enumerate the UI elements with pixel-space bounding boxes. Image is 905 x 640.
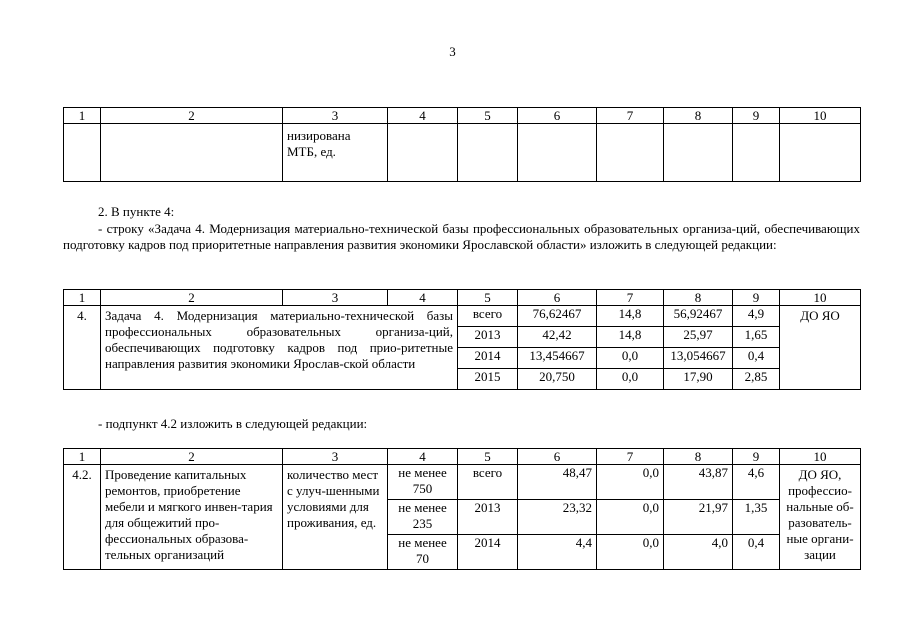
col-header: 5: [458, 290, 518, 306]
period-cell: всего: [458, 465, 518, 500]
task-description: Проведение капитальных ремонтов, приобретение мебели и мягкого инвен-тария для общежитий про-фессиональных образова-тельных организаций: [101, 465, 283, 570]
header-row: [64, 290, 861, 306]
cell: [780, 124, 861, 182]
value-cell: 17,90: [664, 369, 733, 390]
target-value: 235: [412, 516, 433, 531]
value-cell: 0,0: [597, 500, 664, 535]
value-cell: 42,42: [518, 327, 597, 348]
target-prefix: не менее: [398, 500, 447, 515]
table-subitem-4-2: [63, 448, 861, 570]
value-cell: 13,454667: [518, 348, 597, 369]
cell: [101, 124, 283, 182]
value-cell: 1,35: [733, 500, 780, 535]
col-header: 1: [64, 108, 101, 124]
value-cell: 0,0: [597, 348, 664, 369]
indicator-cell: количество мест с улуч-шенными условиями для проживания, ед.: [283, 465, 388, 570]
executor-cell: ДО ЯО, профессио-нальные об-разователь-ные органи-зации: [780, 465, 861, 570]
cell: [733, 124, 780, 182]
col-header: 7: [597, 290, 664, 306]
table-row: [64, 124, 861, 182]
col-header: 3: [283, 290, 388, 306]
header-row: [64, 108, 861, 124]
col-header: 3: [283, 449, 388, 465]
value-cell: 4,4: [518, 535, 597, 570]
col-header: 6: [518, 108, 597, 124]
col-header: 8: [664, 449, 733, 465]
col-header: 9: [733, 290, 780, 306]
value-cell: 2,85: [733, 369, 780, 390]
period-cell: 2013: [458, 500, 518, 535]
target-prefix: не менее: [398, 465, 447, 480]
value-cell: 76,62467: [518, 306, 597, 327]
period-cell: 2013: [458, 327, 518, 348]
value-cell: 21,97: [664, 500, 733, 535]
value-cell: 56,92467: [664, 306, 733, 327]
value-cell: 14,8: [597, 306, 664, 327]
value-cell: 43,87: [664, 465, 733, 500]
value-cell: 0,4: [733, 535, 780, 570]
paragraph: 2. В пункте 4:: [98, 204, 175, 219]
value-cell: 13,054667: [664, 348, 733, 369]
paragraph: - строку «Задача 4. Модернизация материально-технической базы профессиональных образовательных организа-ций, обеспечивающих подготовку кадров под приоритетные направления развития экономики Ярославской области» изложить в следующей редакции:: [63, 221, 860, 252]
col-header: 4: [388, 449, 458, 465]
cell: [64, 124, 101, 182]
row-number: 4.2.: [64, 465, 101, 570]
target-cell: [388, 465, 458, 500]
col-header: 5: [458, 449, 518, 465]
executor-cell: ДО ЯО: [780, 306, 861, 390]
indicator-line: низирована: [287, 128, 351, 143]
value-cell: 48,47: [518, 465, 597, 500]
col-header: 7: [597, 108, 664, 124]
value-cell: 20,750: [518, 369, 597, 390]
value-cell: 0,0: [597, 465, 664, 500]
col-header: 9: [733, 449, 780, 465]
target-value: 70: [416, 551, 429, 566]
period-cell: 2015: [458, 369, 518, 390]
target-prefix: не менее: [398, 535, 447, 550]
task-description: Задача 4. Модернизация материально-технической базы профессиональных образовательных организа-ций, обеспечивающих подготовку кадров под прио-ритетные направления развития экономики Ярослав-ской области: [101, 306, 458, 390]
col-header: 4: [388, 290, 458, 306]
col-header: 7: [597, 449, 664, 465]
col-header: 8: [664, 290, 733, 306]
period-cell: 2014: [458, 535, 518, 570]
indicator-cell: [283, 124, 388, 182]
col-header: 2: [101, 290, 283, 306]
cell: [597, 124, 664, 182]
value-cell: 4,9: [733, 306, 780, 327]
col-header: 2: [101, 108, 283, 124]
cell: [458, 124, 518, 182]
header-row: [64, 449, 861, 465]
cell: [518, 124, 597, 182]
col-header: 6: [518, 290, 597, 306]
value-cell: 0,0: [597, 535, 664, 570]
target-cell: [388, 535, 458, 570]
value-cell: 0,0: [597, 369, 664, 390]
col-header: 10: [780, 449, 861, 465]
col-header: 9: [733, 108, 780, 124]
page-number: 3: [449, 44, 456, 59]
col-header: 3: [283, 108, 388, 124]
col-header: 2: [101, 449, 283, 465]
period-cell: всего: [458, 306, 518, 327]
value-cell: 4,0: [664, 535, 733, 570]
value-cell: 0,4: [733, 348, 780, 369]
value-cell: 1,65: [733, 327, 780, 348]
value-cell: 23,32: [518, 500, 597, 535]
value-cell: 14,8: [597, 327, 664, 348]
col-header: 6: [518, 449, 597, 465]
value-cell: 4,6: [733, 465, 780, 500]
col-header: 5: [458, 108, 518, 124]
value-cell: 25,97: [664, 327, 733, 348]
table-task4: [63, 289, 861, 390]
col-header: 8: [664, 108, 733, 124]
period-cell: 2014: [458, 348, 518, 369]
col-header: 10: [780, 108, 861, 124]
target-value: 750: [412, 481, 433, 496]
paragraph: - подпункт 4.2 изложить в следующей редакции:: [98, 416, 368, 431]
cell: [664, 124, 733, 182]
col-header: 10: [780, 290, 861, 306]
cell: [388, 124, 458, 182]
col-header: 4: [388, 108, 458, 124]
indicator-line: МТБ, ед.: [287, 144, 336, 159]
table-row: [64, 465, 861, 500]
target-cell: [388, 500, 458, 535]
col-header: 1: [64, 449, 101, 465]
table-continuation: [63, 107, 861, 182]
col-header: 1: [64, 290, 101, 306]
row-number: 4.: [64, 306, 101, 390]
table-row: [64, 306, 861, 327]
